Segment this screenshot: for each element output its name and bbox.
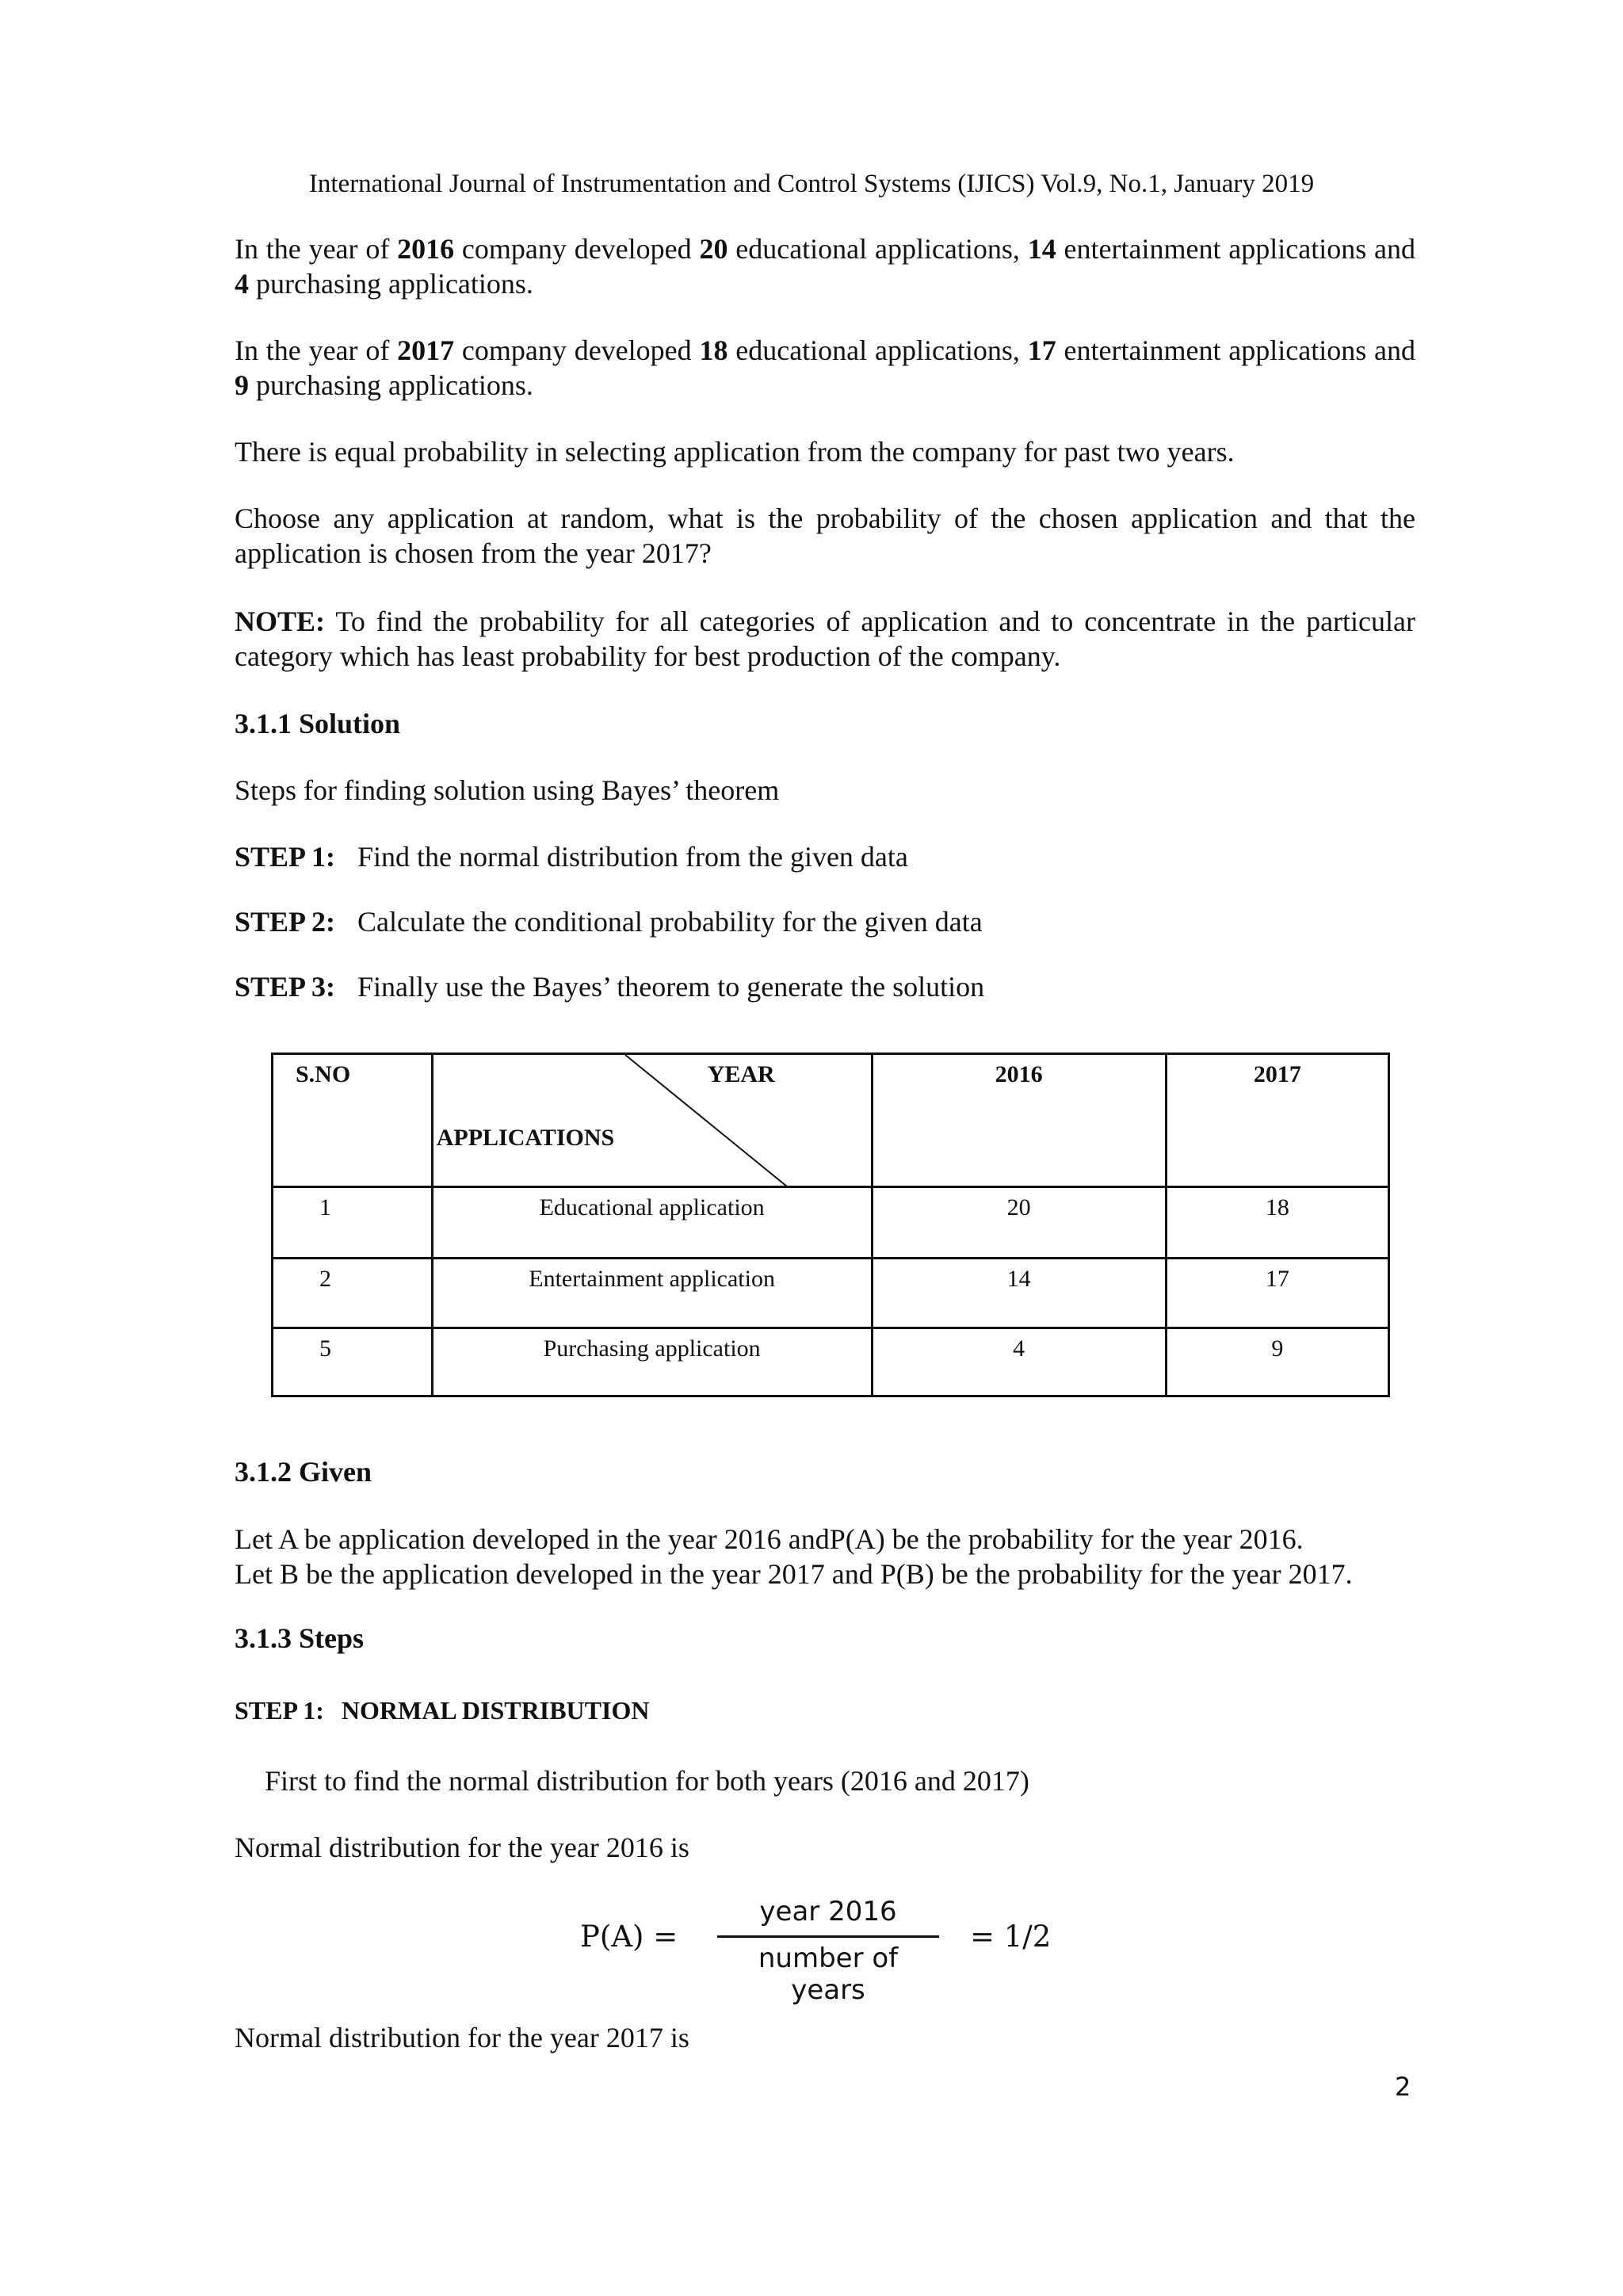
page-number: 2 xyxy=(1395,2072,1411,2102)
journal-header: International Journal of Instrumentation and Control Systems (IJICS) Vol.9, No.1, January 2019 xyxy=(308,170,1315,198)
paragraph-question: Choose any application at random, what is the probability of the chosen application and that the application is chosen from the year 2017? xyxy=(235,502,1415,569)
table-row xyxy=(273,1187,1389,1259)
section-heading-given: 3.1.2 Given xyxy=(235,1456,372,1488)
cell-2017: 9 xyxy=(1166,1328,1388,1396)
note-label: NOTE: xyxy=(235,606,326,637)
header-year: YEAR xyxy=(707,1061,775,1087)
cell-application: Purchasing application xyxy=(432,1328,872,1396)
cell-2016: 14 xyxy=(872,1259,1166,1328)
normal-distribution-2017-line: Normal distribution for the year 2017 is xyxy=(235,2022,689,2053)
cell-2017: 17 xyxy=(1166,1259,1388,1328)
formula-numerator: year 2016 xyxy=(717,1896,939,1938)
applications-table xyxy=(271,1052,1390,1397)
cell-2016: 20 xyxy=(872,1187,1166,1259)
paragraph-2016: In the year of 2016 company developed 20 educational applications, 14 entertainment applications and 4 purchasing applications. xyxy=(235,233,1415,300)
cell-application: Educational application xyxy=(432,1187,872,1259)
formula-fraction xyxy=(717,1896,939,2006)
step-3-line: STEP 3: Finally use the Bayes’ theorem to generate the solution xyxy=(235,971,985,1003)
header-sno: S.NO xyxy=(273,1054,433,1187)
header-applications: APPLICATIONS xyxy=(436,1125,615,1151)
given-line-2: Let B be the application developed in the year 2017 and P(B) be the probability for the year 2017. xyxy=(235,1558,1353,1590)
diagonal-divider xyxy=(433,1055,874,1188)
table-row xyxy=(273,1328,1389,1396)
cell-sno: 5 xyxy=(273,1328,433,1396)
formula-rhs: = 1/2 xyxy=(970,1920,1052,1954)
given-line-1: Let A be application developed in the year 2016 andP(A) be the probability for the year 2016. xyxy=(235,1523,1304,1555)
normal-distribution-2016-line: Normal distribution for the year 2016 is xyxy=(235,1832,689,1863)
formula-denominator: number of years xyxy=(758,1943,899,2006)
cell-2017: 18 xyxy=(1166,1187,1388,1259)
step-1-line: STEP 1: Find the normal distribution from the given data xyxy=(235,841,908,873)
table-header-row xyxy=(273,1054,1389,1187)
note-paragraph: NOTE: To find the probability for all categories of application and to concentrate in the particular category which has least probability for best production of the company. xyxy=(235,606,1415,672)
formula-lhs: P(A) = xyxy=(580,1920,678,1954)
table-row xyxy=(273,1259,1389,1328)
cell-sno: 1 xyxy=(273,1187,433,1259)
step-2-line: STEP 2: Calculate the conditional probability for the given data xyxy=(235,906,983,938)
paragraph-2017: In the year of 2017 company developed 18 educational applications, 17 entertainment applications and 9 purchasing applications. xyxy=(235,334,1415,401)
cell-application: Entertainment application xyxy=(432,1259,872,1328)
header-2017: 2017 xyxy=(1166,1054,1388,1187)
header-year-applications xyxy=(432,1054,872,1187)
section-heading-steps: 3.1.3 Steps xyxy=(235,1622,365,1654)
header-2016: 2016 xyxy=(872,1054,1166,1187)
cell-2016: 4 xyxy=(872,1328,1166,1396)
step-1-heading: STEP 1: NORMAL DISTRIBUTION xyxy=(235,1696,650,1725)
paragraph-equal-probability: There is equal probability in selecting application from the company for past two years. xyxy=(235,436,1235,468)
first-find-line: First to find the normal distribution for both years (2016 and 2017) xyxy=(265,1765,1029,1797)
section-heading-solution: 3.1.1 Solution xyxy=(235,708,401,739)
cell-sno: 2 xyxy=(273,1259,433,1328)
steps-intro: Steps for finding solution using Bayes’ theorem xyxy=(235,774,780,806)
